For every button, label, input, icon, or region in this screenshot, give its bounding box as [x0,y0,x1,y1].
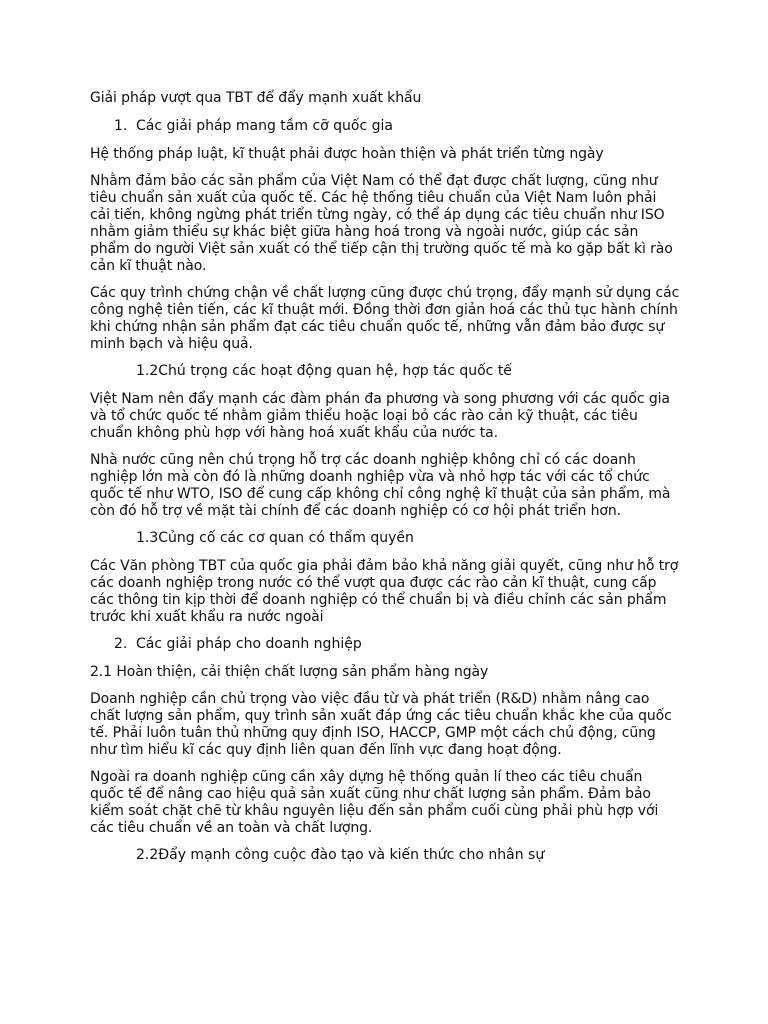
section-1-heading-text: Các giải pháp mang tầm cỡ quốc gia [136,118,393,134]
paragraph: Nhằm đảm bảo các sản phẩm của Việt Nam có thể đạt được chất lượng, cũng như tiêu chuẩn sản xuất của quốc tế. Các hệ thống tiêu chuẩn của Việt Nam luôn phải cải tiến, không ngừng phát triển từng ngày, có thể áp dụng các tiêu chuẩn như ISO nhằm giảm thiểu sự khác biệt giữa hàng hoá trong và ngoài nước, giúp các sản phẩm do người Việt sản xuất có thể tiếp cận thị trường quốc tế mà ko gặp bất kì rào cản kĩ thuật nào. [90,173,673,274]
paragraph: Việt Nam nên đẩy mạnh các đàm phán đa phương và song phương với các quốc gia và tổ chức quốc tế nhằm giảm thiểu hoặc loại bỏ các rào cản kỹ thuật, các tiêu chuẩn không phù hợp với hàng hoá xuất khẩu của nước ta. [90,391,670,441]
subsection-2-1-heading: 2.1 Hoàn thiện, cải thiện chất lượng sản phẩm hàng ngày [90,664,489,680]
subsection-1-2-heading: 1.2Chú trọng các hoạt động quan hệ, hợp tác quốc tế [136,363,512,379]
section-1-number: 1. [114,118,128,134]
paragraph: Các Văn phòng TBT của quốc gia phải đảm bảo khả năng giải quyết, cũng như hỗ trợ các doanh nghiệp trong nước có thể vượt qua được các rào cản kĩ thuật, cung cấp các thông tin kịp thời để doanh nghiệp có thể chuẩn bị và điều chỉnh các sản phẩm trước khi xuất khẩu ra nước ngoài [90,558,679,625]
paragraph: Các quy trình chứng chận về chất lượng cũng được chú trọng, đẩy mạnh sử dụng các công nghệ tiên tiến, các kĩ thuật mới. Đồng thời đơn giản hoá các thủ tục hành chính khi chứng nhận sản phẩm đạt các tiêu chuẩn quốc tế, những vẫn đảm bảo được sự minh bạch và hiệu quả. [90,285,680,352]
paragraph: Doanh nghiệp cần chủ trọng vào việc đầu từ và phát triển (R&D) nhằm nâng cao chất lượng sản phẩm, quy trình sản xuất đáp ứng các tiêu chuẩn khắc khe của quốc tế. Phải luôn tuân thủ những quy định ISO, HACCP, GMP một cách chủ động, cũng như tìm hiểu kĩ các quy định liên quan đến lĩnh vực đang hoạt động. [90,691,672,758]
paragraph: Nhà nước cũng nên chú trọng hỗ trợ các doanh nghiệp không chỉ có các doanh nghiệp lớn mà còn đó là những doanh nghiệp vừa và nhỏ hợp tác với các tổ chức quốc tế như WTO, ISO để cung cấp không chỉ công nghệ kĩ thuật của sản phẩm, mà còn đó hỗ trợ về mặt tài chính để các doanh nghiệp có cơ hội phát triển hơn. [90,452,671,519]
section-2-number: 2. [114,636,128,652]
paragraph: Hệ thống pháp luật, kĩ thuật phải được hoàn thiện và phát triển từng ngày [90,146,604,162]
subsection-2-2-heading: 2.2Đẩy mạnh công cuộc đào tạo và kiến thức cho nhân sự [136,847,545,863]
section-1-heading [90,118,680,135]
paragraph: Ngoài ra doanh nghiệp cũng cần xây dựng hệ thống quản lí theo các tiêu chuẩn quốc tế để nâng cao hiệu quả sản xuất cũng như chất lượng sản phẩm. Đảm bảo kiểm soát chặt chẽ từ khâu nguyên liệu đến sản phẩm cuối cùng phải phù hợp với các tiêu chuẩn về an toàn và chất lượng. [90,769,659,836]
subsection-1-3-heading: 1.3Củng cố các cơ quan có thẩm quyền [136,530,414,546]
section-2-heading [90,636,680,653]
document-title: Giải pháp vượt qua TBT để đẩy mạnh xuất khẩu [90,90,422,106]
section-2-heading-text: Các giải pháp cho doanh nghiệp [136,636,362,652]
